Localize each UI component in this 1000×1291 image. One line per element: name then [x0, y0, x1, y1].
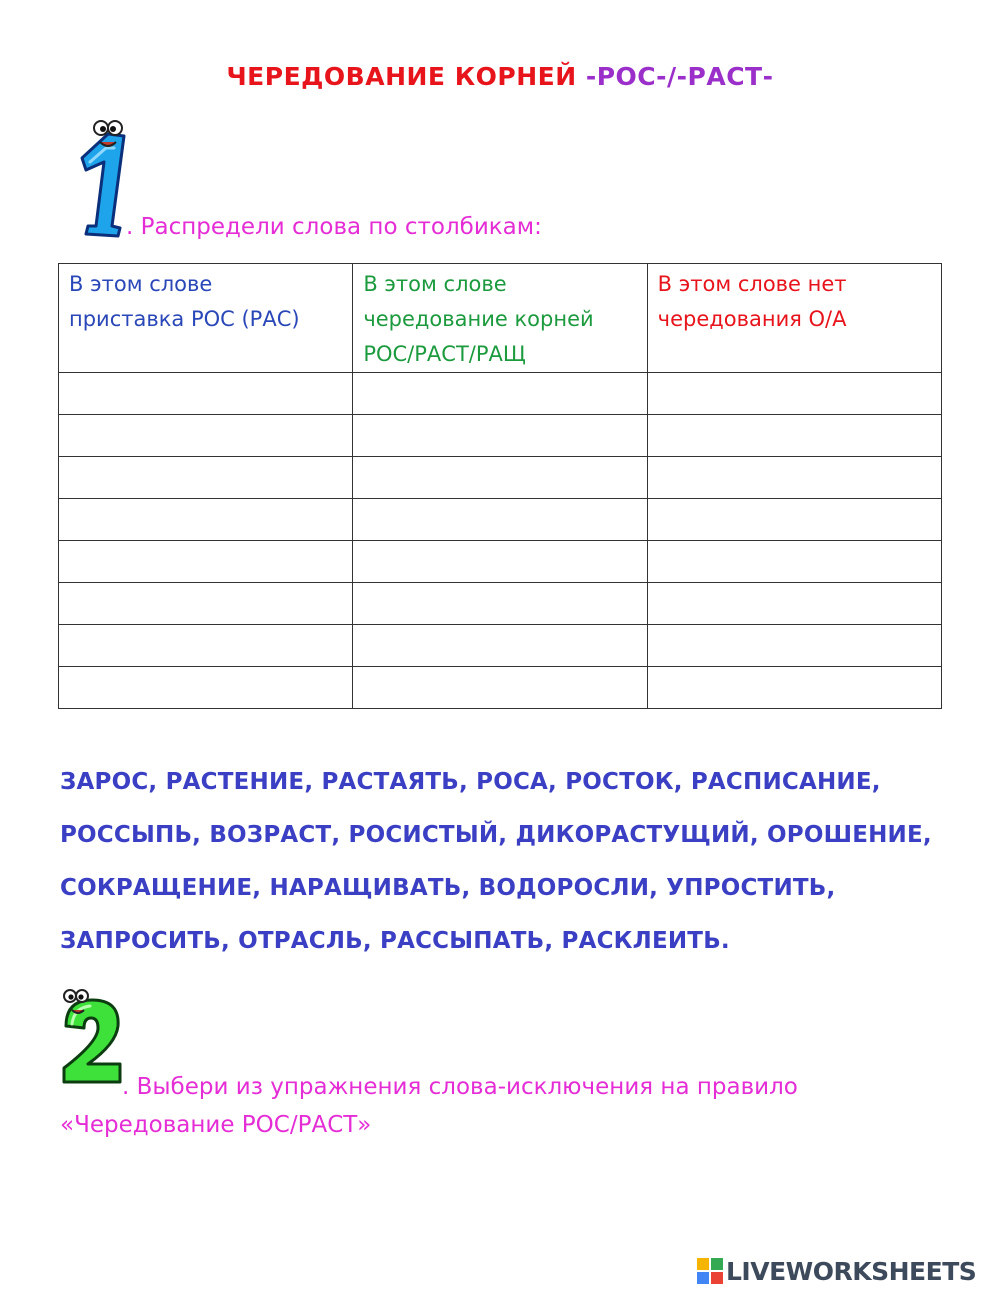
- word-list: [60, 756, 960, 968]
- table-header-row: [59, 264, 942, 373]
- header-line: РОС/РАСТ/РАЩ: [363, 342, 526, 366]
- table-row: [59, 415, 942, 457]
- word-list-line: СОКРАЩЕНИЕ, НАРАЩИВАТЬ, ВОДОРОСЛИ, УПРОСТИТЬ,: [60, 875, 836, 901]
- answer-cell[interactable]: [647, 499, 941, 541]
- table-row: [59, 499, 942, 541]
- table-row: [59, 457, 942, 499]
- answer-cell[interactable]: [353, 499, 647, 541]
- answer-cell[interactable]: [59, 583, 353, 625]
- page-title: [0, 62, 1000, 91]
- header-line: В этом слове: [363, 272, 507, 296]
- answer-cell[interactable]: [59, 457, 353, 499]
- task1-instruction: . Распредели слова по столбикам:: [126, 214, 542, 240]
- header-line: чередования О/А: [657, 307, 847, 331]
- answer-cell[interactable]: [647, 625, 941, 667]
- answer-cell[interactable]: [647, 667, 941, 709]
- column-header-prefix: [59, 264, 353, 373]
- liveworksheets-logo: [697, 1255, 976, 1287]
- task2-instruction-line2: «Чередование РОС/РАСТ»: [60, 1112, 372, 1138]
- header-line: В этом слове нет: [657, 272, 847, 296]
- answer-cell[interactable]: [59, 541, 353, 583]
- answer-cell[interactable]: [647, 583, 941, 625]
- table-row: [59, 625, 942, 667]
- answer-cell[interactable]: [59, 499, 353, 541]
- liveworksheets-logo-icon: [697, 1258, 723, 1284]
- answer-cell[interactable]: [353, 667, 647, 709]
- answer-cell[interactable]: [647, 373, 941, 415]
- header-line: приставка РОС (РАС): [69, 307, 300, 331]
- title-roots: -РОС-/-РАСТ-: [585, 62, 774, 91]
- column-header-alternation: [353, 264, 647, 373]
- number-one-cartoon-icon: [68, 118, 132, 238]
- task2-instruction: [60, 1068, 960, 1144]
- word-list-line: РОССЫПЬ, ВОЗРАСТ, РОСИСТЫЙ, ДИКОРАСТУЩИЙ, ОРОШЕНИЕ,: [60, 822, 932, 848]
- answer-cell[interactable]: [353, 415, 647, 457]
- answer-cell[interactable]: [353, 457, 647, 499]
- header-line: чередование корней: [363, 307, 594, 331]
- answer-cell[interactable]: [59, 667, 353, 709]
- table-row: [59, 667, 942, 709]
- column-header-no-alternation: [647, 264, 941, 373]
- task2-instruction-line1: . Выбери из упражнения слова-исключения на правило: [122, 1074, 798, 1100]
- answer-cell[interactable]: [353, 583, 647, 625]
- answer-cell[interactable]: [59, 373, 353, 415]
- sorting-table: [58, 263, 942, 709]
- answer-cell[interactable]: [59, 415, 353, 457]
- answer-cell[interactable]: [647, 541, 941, 583]
- answer-cell[interactable]: [353, 373, 647, 415]
- table-row: [59, 373, 942, 415]
- answer-cell[interactable]: [353, 541, 647, 583]
- answer-cell[interactable]: [647, 415, 941, 457]
- word-list-line: ЗАРОС, РАСТЕНИЕ, РАСТАЯТЬ, РОСА, РОСТОК, РАСПИСАНИЕ,: [60, 769, 881, 795]
- answer-cell[interactable]: [59, 625, 353, 667]
- table-row: [59, 583, 942, 625]
- word-list-line: ЗАПРОСИТЬ, ОТРАСЛЬ, РАССЫПАТЬ, РАСКЛЕИТЬ.: [60, 928, 730, 954]
- brand-name: LIVEWORKSHEETS: [726, 1256, 977, 1286]
- title-main: ЧЕРЕДОВАНИЕ КОРНЕЙ: [226, 62, 586, 91]
- header-line: В этом слове: [69, 272, 213, 296]
- answer-cell[interactable]: [647, 457, 941, 499]
- table-row: [59, 541, 942, 583]
- answer-cell[interactable]: [353, 625, 647, 667]
